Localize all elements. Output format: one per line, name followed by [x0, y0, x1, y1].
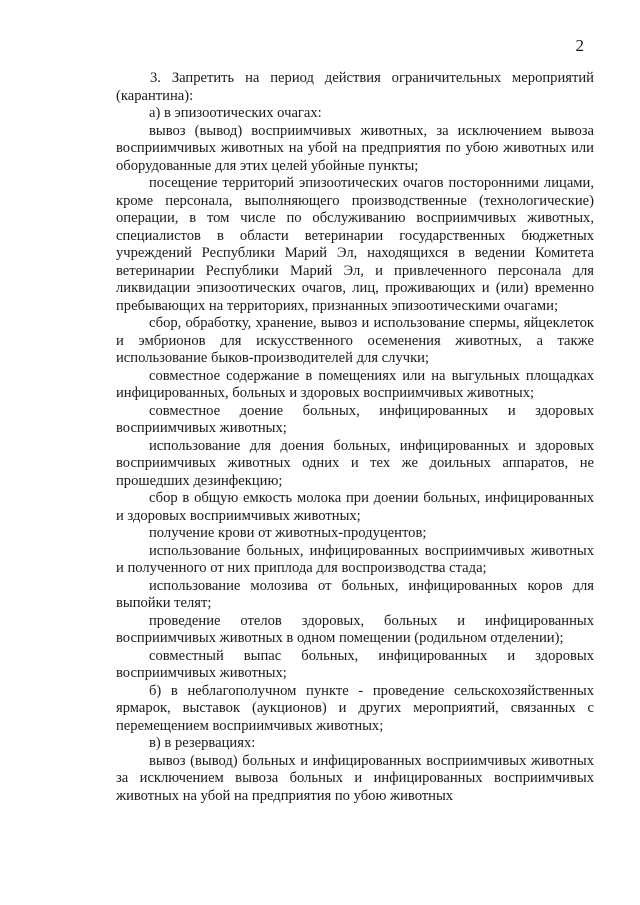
paragraph-reproduction: использование больных, инфицированных восприимчивых животных и полученного от них приплода для воспроизводства стада; [116, 542, 594, 576]
paragraph-quarantine-ban: 3. Запретить на период действия ограничительных мероприятий (карантина): [116, 70, 594, 104]
paragraph-joint-grazing: совместный выпас больных, инфицированных и здоровых восприимчивых животных; [116, 647, 594, 681]
paragraph-calving: проведение отелов здоровых, больных и инфицированных восприимчивых животных в одном помещении (родильном отделении); [116, 612, 594, 646]
paragraph-subsection-c: в) в резервациях: [149, 735, 256, 751]
paragraph-milking-machines: использование для доения больных, инфицированных и здоровых восприимчивых животных одних и тех же доильных аппаратов, не прошедших дезинфекцию; [116, 437, 594, 489]
page-number: 2 [575, 36, 584, 55]
paragraph-visit-territories: посещение территорий эпизоотических очагов посторонними лицами, кроме персонала, выполняющего производственные (технологические) операции, в том числе по обслуживанию восприимчивых животных, специалистов в области ветеринарии государственных бюджетных учреждений Республики Марий Эл, находящихся в ведении Комитета ветеринарии Республики Марий Эл, и привлеченного персонала для ликвидации эпизоотических очагов, лиц, проживающих и (или) временно пребывающих на территориях, признанных эпизоотическими очагами; [116, 175, 594, 314]
paragraph-joint-keeping: совместное содержание в помещениях или на выгульных площадках инфицированных, больных и здоровых восприимчивых животных; [116, 367, 594, 401]
paragraph-export-animals: вывоз (вывод) восприимчивых животных, за исключением вывоза восприимчивых животных на убой на предприятия по убою животных или оборудованные для этих целей убойные пункты; [116, 122, 594, 174]
paragraph-subsection-a: а) в эпизоотических очагах: [149, 105, 322, 121]
paragraph-colostrum: использование молозива от больных, инфицированных коров для выпойки телят; [116, 577, 594, 611]
paragraph-joint-milking: совместное доение больных, инфицированных и здоровых восприимчивых животных; [116, 402, 594, 436]
paragraph-subsection-b: б) в неблагополучном пункте - проведение сельскохозяйственных ярмарок, выставок (аукционов) и других мероприятий, связанных с перемещением восприимчивых животных; [116, 682, 594, 734]
paragraph-reservation-export: вывоз (вывод) больных и инфицированных восприимчивых животных за исключением вывоза больных и инфицированных восприимчивых животных на убой на предприятия по убою животных [116, 752, 594, 804]
document-body [116, 70, 594, 805]
paragraph-sperm-collection: сбор, обработку, хранение, вывоз и использование спермы, яйцеклеток и эмбрионов для искусственного осеменения животных, а также использование быков-производителей для случки; [116, 315, 594, 366]
paragraph-blood-collection: получение крови от животных-продуцентов; [149, 525, 427, 541]
paragraph-milk-collection: сбор в общую емкость молока при доении больных, инфицированных и здоровых восприимчивых животных; [116, 490, 594, 524]
